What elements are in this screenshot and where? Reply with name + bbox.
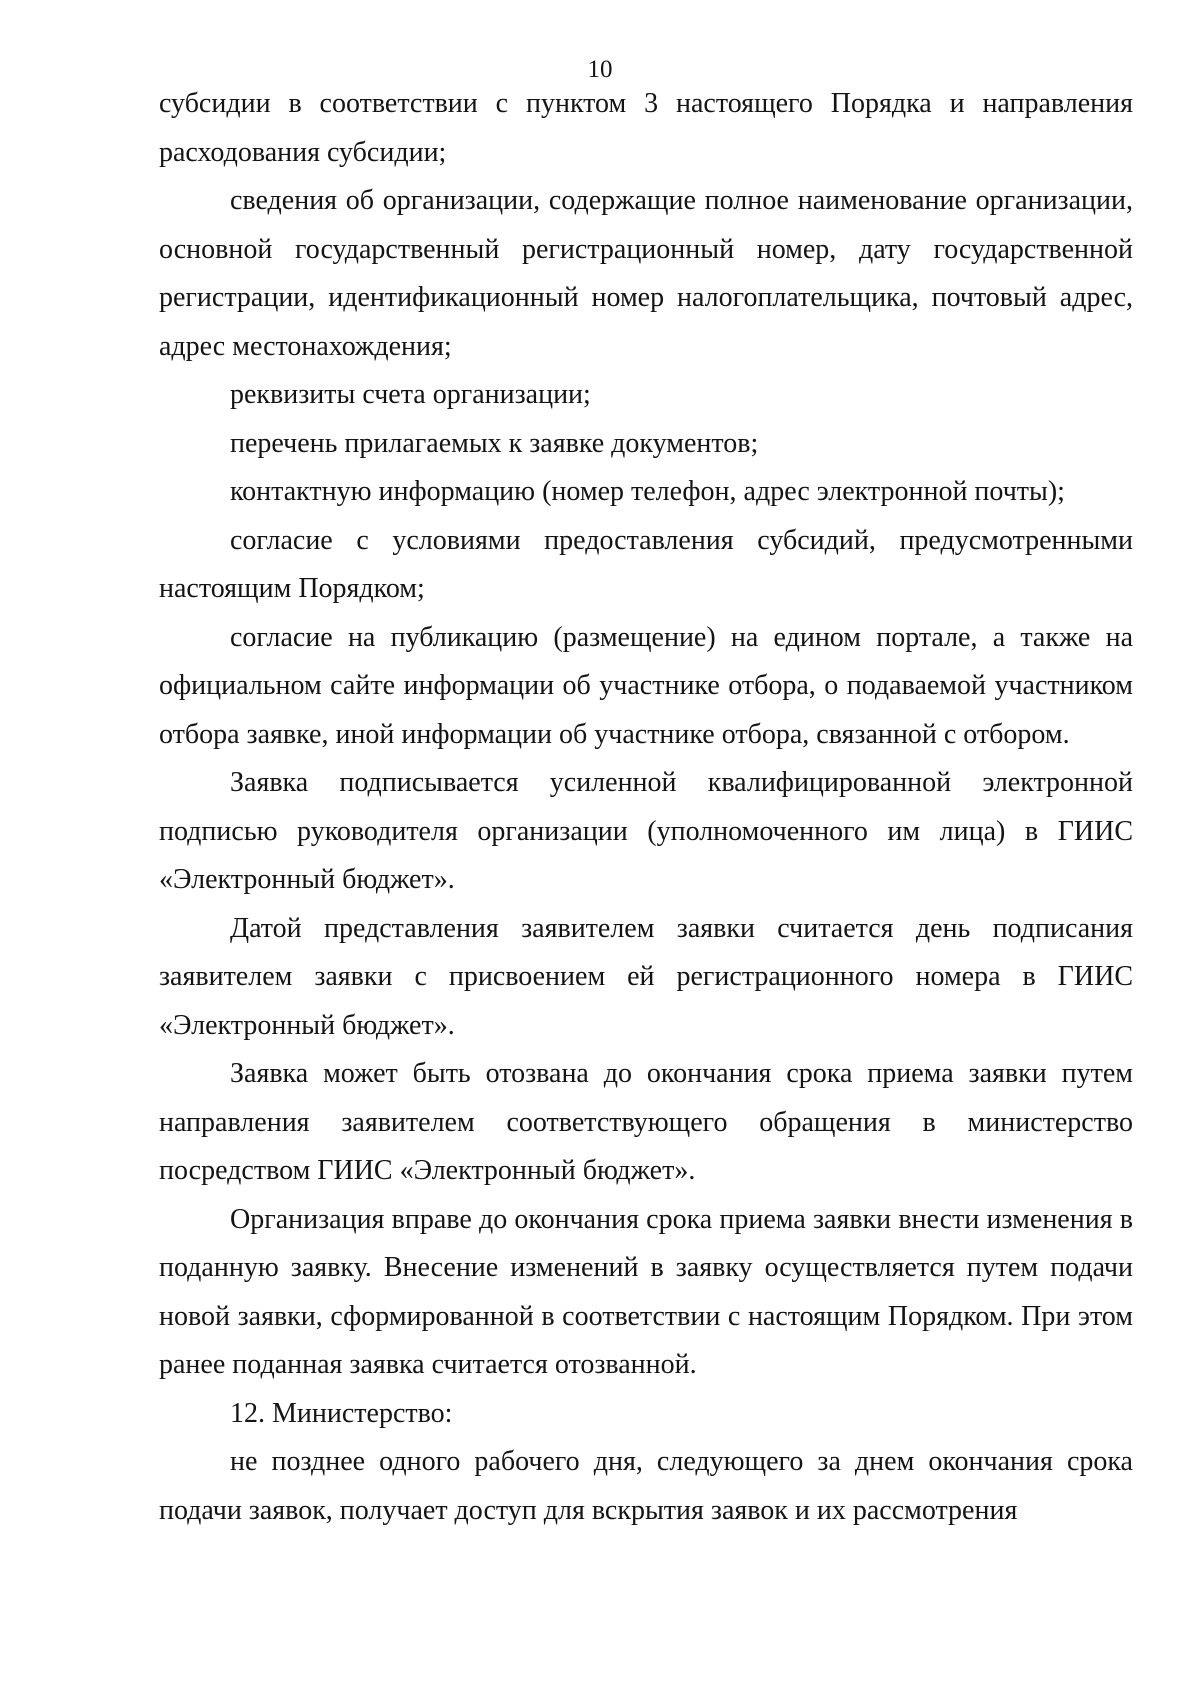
paragraph-account-details: реквизиты счета организации;: [230, 379, 591, 410]
paragraph-ministry-access: не позднее одного рабочего дня, следующего за днем окончания срока подачи заявок, получает доступ для вскрытия заявок и их рассмотрения: [159, 1446, 1133, 1526]
paragraph-organization-info: сведения об организации, содержащие полное наименование организации, основной государственный регистрационный номер, дату государственной регистрации, идентификационный номер налогоплательщика, почтовый адрес, адрес местонахождения;: [159, 185, 1133, 362]
paragraph-submission-date: Датой представления заявителем заявки считается день подписания заявителем заявки с присвоением ей регистрационного номера в ГИИС «Электронный бюджет».: [159, 912, 1133, 1041]
paragraph-attached-documents: перечень прилагаемых к заявке документов;: [230, 427, 759, 459]
paragraph-consent-conditions: согласие с условиями предоставления субсидий, предусмотренными настоящим Порядком;: [159, 524, 1133, 604]
paragraph-withdrawal: Заявка может быть отозвана до окончания срока приема заявки путем направления заявителем соответствующего обращения в министерство посредством ГИИС «Электронный бюджет».: [159, 1058, 1133, 1186]
paragraph-contact-info: контактную информацию (номер телефон, адрес электронной почты);: [230, 476, 1065, 507]
paragraph-consent-publication: согласие на публикацию (размещение) на едином портале, а также на официальном сайте информации об участнике отбора, о подаваемой участником отбора заявке, иной информации об участнике отбора, связанной с отбором.: [159, 621, 1133, 750]
page-number: 10: [587, 56, 613, 83]
document-body: [159, 80, 1133, 1535]
paragraph-changes: Организация вправе до окончания срока приема заявки внести изменения в поданную заявку. Внесение изменений в заявку осуществляется путем подачи новой заявки, сформированной в соответствии с настоящим Порядком. При этом ранее поданная заявка считается отозванной.: [159, 1203, 1133, 1380]
section-heading-12: 12. Министерство:: [230, 1397, 453, 1429]
paragraph-signature: Заявка подписывается усиленной квалифицированной электронной подписью руководителя организации (уполномоченного им лица) в ГИИС «Электронный бюджет».: [159, 767, 1133, 895]
paragraph-continuation: субсидии в соответствии с пунктом 3 настоящего Порядка и направления расходования субсидии;: [159, 88, 1133, 168]
